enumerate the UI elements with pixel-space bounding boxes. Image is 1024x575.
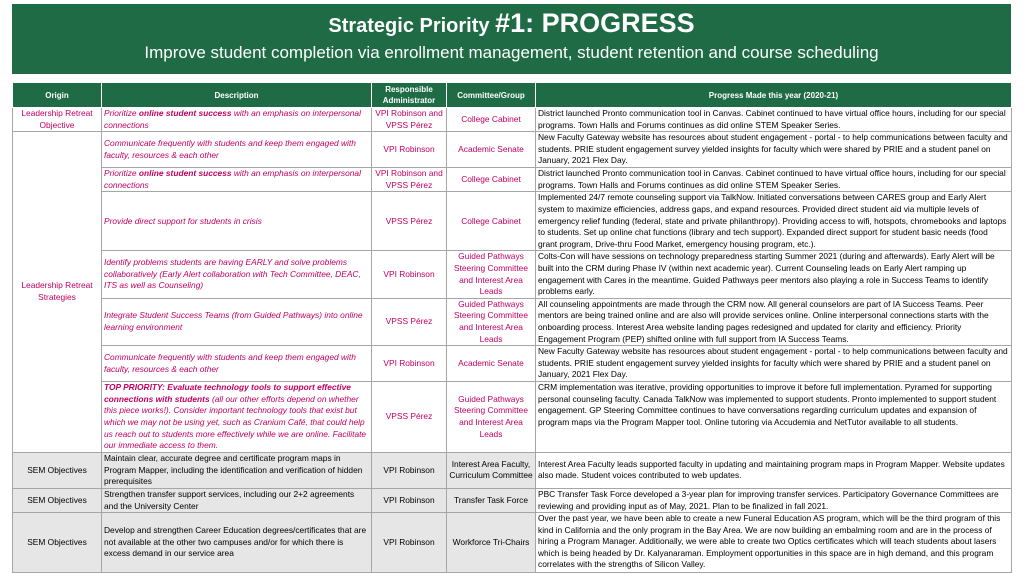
administrator-cell: VPI Robinson (372, 513, 447, 573)
title-prefix: Strategic Priority (328, 15, 496, 37)
description-cell: Provide direct support for students in crisis (102, 192, 372, 251)
description-cell: Identify problems students are having EARLY and solve problems collaboratively (Early Alert collaboration with Tech Committee, DEAC, ITS as well as Counseling) (102, 251, 372, 298)
description-cell: Communicate frequently with students and keep them engaged with faculty, resources & each other (102, 132, 372, 168)
administrator-cell: VPSS Pérez (372, 381, 447, 452)
col-progress: Progress Made this year (2020-21) (536, 83, 1012, 108)
administrator-cell: VPI Robinson (372, 452, 447, 488)
administrator-cell: VPI Robinson and VPSS Pérez (372, 168, 447, 192)
committee-cell: College Cabinet (447, 192, 536, 251)
committee-cell: Guided Pathways Steering Committee and Interest Area Leads (447, 298, 536, 345)
table-row (13, 452, 1012, 488)
committee-cell: College Cabinet (447, 108, 536, 132)
committee-cell: Academic Senate (447, 132, 536, 168)
progress-cell: All counseling appointments are made through the CRM now. All general counselors are part of IA Success Teams. Peer mentors are being trained online and are also will provide services online. Online interpersonal connections starts with the onboarding process. Interest Area website landing pages redesigned and updated for clarity and efficiency. Priority Engagement Program (PEP) shifted online with full support from IA Success Teams. (536, 298, 1012, 345)
page-subtitle: Improve student completion via enrollment management, student retention and course scheduling (144, 43, 879, 62)
progress-cell: Interest Area Faculty leads supported faculty in updating and maintaining program maps in Program Mapper. Website updates also made. Student voices contributed to web updates. (536, 452, 1012, 488)
description-cell: Develop and strengthen Career Education degrees/certificates that are not available at the other two campuses and/or for which there is excess demand in our service area (102, 513, 372, 573)
table-row (13, 251, 1012, 298)
origin-cell: Leadership Retreat Objective (13, 108, 102, 132)
committee-cell: Academic Senate (447, 346, 536, 382)
table-row (13, 298, 1012, 345)
origin-cell: SEM Objectives (13, 513, 102, 573)
progress-cell: New Faculty Gateway website has resources about student engagement - portal - to help communications between faculty and students. PRIE student engagement survey yielded insights for faculty which were shared by PRIE and a student panel on January, 2021 Flex Day. (536, 132, 1012, 168)
table-row (13, 346, 1012, 382)
administrator-cell: VPI Robinson (372, 132, 447, 168)
table-row (13, 488, 1012, 512)
progress-cell: Implemented 24/7 remote counseling support via TalkNow. Initiated conversations between CARES group and Early Alert system to maximize efficiencies, address gaps, and expand resources. Provided direct student aid via multiple levels of emergency relief funding (federal, state and private philanthropy). Providing access to wifi, hotspots, chromebooks and laptops to students. Set up online chat functions (library and tech support). Expanded direct support for student basic needs (food grant program, Drive-thru Food Market, emergency housing program, etc.). (536, 192, 1012, 251)
progress-cell: Over the past year, we have been able to create a new Funeral Education AS program, which will be the third program of this kind in California and the only program in the Bay Area. We are now building an embalming room and are in the process of hiring a Program Manager. Additionally, we were able to create two Optics certificates which will teach students about lasers which is being headed by Dr. Kalyanaraman. Employment opportunities in this space are in high demand, and this program correlates with the strengths of Silicon Valley. (536, 513, 1012, 573)
description-cell: Strengthen transfer support services, including our 2+2 agreements and the University Center (102, 488, 372, 512)
table-row (13, 168, 1012, 192)
administrator-cell: VPSS Pérez (372, 192, 447, 251)
progress-cell: District launched Pronto communication tool in Canvas. Cabinet continued to have virtual office hours, including for our special programs. Town Halls and Forums continues as did online STEM Speaker Series. (536, 108, 1012, 132)
col-committee: Committee/Group (447, 83, 536, 108)
committee-cell: Interest Area Faculty, Curriculum Committee (447, 452, 536, 488)
title-banner (12, 4, 1011, 74)
progress-cell: Colts-Con will have sessions on technology preparedness starting Summer 2021 (during and afterwards). Early Alert will be built into the CRM during Phase IV (within next academic year). Current Counseling leads on Early Alert ramping up engagement with Cares in the meantime. Guided Pathways peer mentors also playing a role in Success Teams to identify problems early. (536, 251, 1012, 298)
origin-cell: Leadership Retreat Strategies (13, 132, 102, 453)
administrator-cell: VPI Robinson and VPSS Pérez (372, 108, 447, 132)
col-description: Description (102, 83, 372, 108)
table-row (13, 192, 1012, 251)
committee-cell: Workforce Tri-Chairs (447, 513, 536, 573)
title-number: #1: PROGRESS (495, 8, 695, 38)
table-header-row (13, 83, 1012, 108)
committee-cell: Transfer Task Force (447, 488, 536, 512)
description-cell: Communicate frequently with students and keep them engaged with faculty, resources & each other (102, 346, 372, 382)
progress-cell: New Faculty Gateway website has resources about student engagement - portal - to help communications between faculty and students. PRIE student engagement survey yielded insights for faculty which were shared by PRIE and a student panel on January, 2021 Flex Day. (536, 346, 1012, 382)
description-cell: Prioritize online student success with an emphasis on interpersonal connections (102, 168, 372, 192)
origin-cell: SEM Objectives (13, 452, 102, 488)
description-cell: TOP PRIORITY: Evaluate technology tools to support effective connections with students (all our other efforts depend on whether this piece works!). Consider important technology tools that exist but which we may not be using yet, such as Cranium Café, that could help us reach out to students more effectively while we are online. Facilitate our immediate access to them. (102, 381, 372, 452)
description-cell: Prioritize online student success with an emphasis on interpersonal connections (102, 108, 372, 132)
description-cell: Maintain clear, accurate degree and certificate program maps in Program Mapper, including the identification and verification of hidden prerequisites (102, 452, 372, 488)
description-cell: Integrate Student Success Teams (from Guided Pathways) into online learning environment (102, 298, 372, 345)
administrator-cell: VPI Robinson (372, 488, 447, 512)
committee-cell: Guided Pathways Steering Committee and Interest Area Leads (447, 381, 536, 452)
table-row (13, 108, 1012, 132)
progress-cell: District launched Pronto communication tool in Canvas. Cabinet continued to have virtual office hours, including for our special programs. Town Halls and Forums continues as did online STEM Speaker Series. (536, 168, 1012, 192)
administrator-cell: VPI Robinson (372, 346, 447, 382)
committee-cell: Guided Pathways Steering Committee and Interest Area Leads (447, 251, 536, 298)
priority-table (12, 82, 1012, 573)
administrator-cell: VPSS Pérez (372, 298, 447, 345)
col-administrator: Responsible Administrator (372, 83, 447, 108)
progress-cell: CRM implementation was iterative, providing opportunities to improve it before full implementation. Pyramed for supporting personal counseling faculty. Canada TalkNow was implemented to support students. Pronto implemented to support student engagement. GP Steering Committee continues to have conversations regarding curriculum updates and expansion of program maps via the Program Mapper tool. Online tutoring via Accudemia and NetTutor available to all students. (536, 381, 1012, 452)
table-row (13, 513, 1012, 573)
col-origin: Origin (13, 83, 102, 108)
table-row (13, 132, 1012, 168)
progress-cell: PBC Transfer Task Force developed a 3-year plan for improving transfer services. Participatory Governance Committees are reviewing and providing input as of May, 2021. Plan to be finalized in fall 2021. (536, 488, 1012, 512)
administrator-cell: VPI Robinson (372, 251, 447, 298)
committee-cell: College Cabinet (447, 168, 536, 192)
page-title (12, 8, 1011, 39)
table-row (13, 381, 1012, 452)
origin-cell: SEM Objectives (13, 488, 102, 512)
